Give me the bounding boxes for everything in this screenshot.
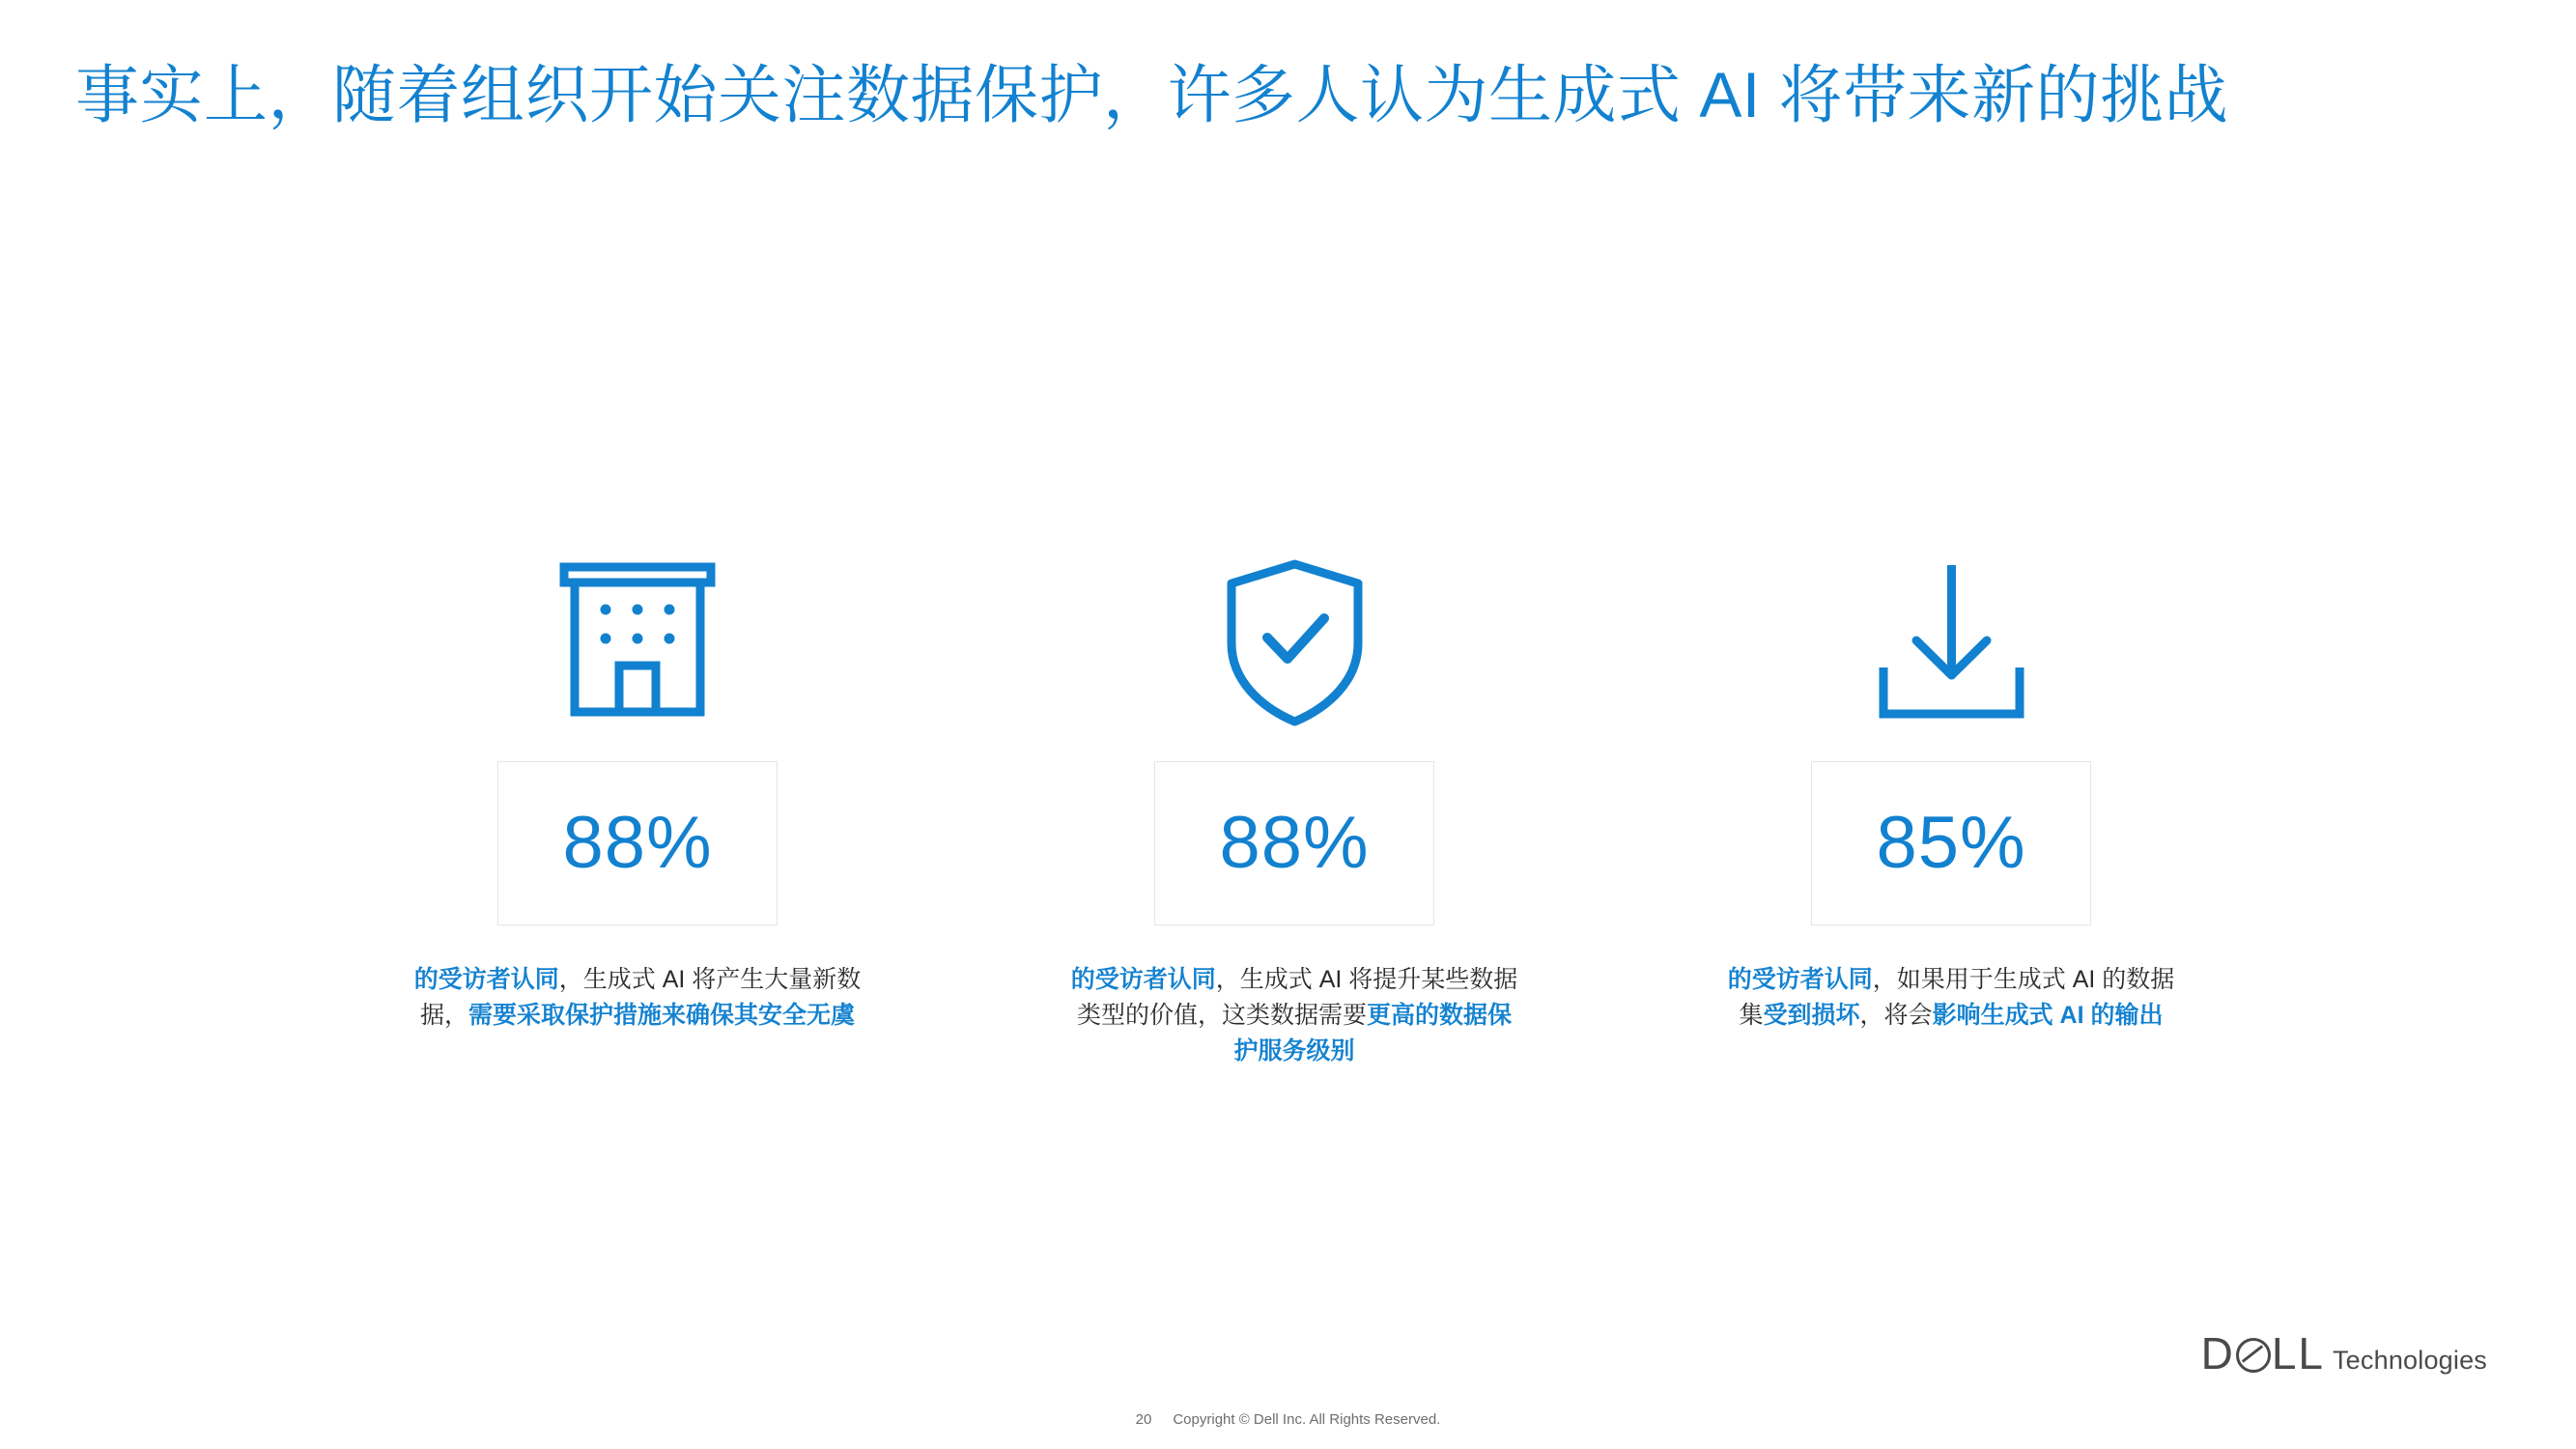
copyright-text: Copyright © Dell Inc. All Rights Reserved. <box>1173 1411 1441 1428</box>
dell-e-ring-icon <box>2236 1338 2271 1373</box>
dell-letters-ll: LL <box>2271 1328 2325 1378</box>
dell-technologies-label: Technologies <box>2332 1346 2487 1375</box>
caption-highlight: 影响生成式 AI 的输出 <box>1932 1002 2164 1029</box>
stat-caption-3 <box>1724 962 2178 1034</box>
stat-percent-box-1 <box>497 761 778 925</box>
footer <box>0 1411 2576 1428</box>
stat-card-2 <box>1024 541 1565 1069</box>
dell-wordmark <box>2201 1327 2325 1379</box>
caption-text: ，生成式 AI 将提升某些数据类型的价值，这类数据需要 <box>1076 966 1518 1029</box>
caption-highlight: 更高的数据保护服务级别 <box>1233 1002 1513 1065</box>
caption-highlight: 的受访者认同 <box>413 966 559 993</box>
caption-text: ，如果用于生成式 AI 的数据集 <box>1739 966 2175 1029</box>
stat-percent-2: 88% <box>1219 802 1370 884</box>
stat-percent-1: 88% <box>562 802 713 884</box>
stat-card-3 <box>1681 541 2222 1034</box>
dell-letter-d: D <box>2200 1328 2235 1378</box>
stat-card-1 <box>367 541 908 1034</box>
caption-text: ，生成式 AI 将产生大量新数据， <box>419 966 862 1029</box>
download-icon <box>1872 541 2031 744</box>
stat-caption-2 <box>1067 962 1521 1069</box>
caption-highlight: 受到损坏 <box>1763 1002 1860 1029</box>
stat-percent-3: 85% <box>1876 802 2026 884</box>
caption-text: ，将会 <box>1859 1002 1933 1029</box>
stat-percent-box-3 <box>1811 761 2091 925</box>
caption-highlight: 的受访者认同 <box>1727 966 1873 993</box>
building-icon <box>555 541 720 744</box>
dell-logo <box>2201 1327 2487 1379</box>
stat-caption-1 <box>410 962 864 1034</box>
shield-check-icon <box>1225 541 1365 744</box>
caption-highlight: 的受访者认同 <box>1070 966 1216 993</box>
caption-highlight: 需要采取保护措施来确保其安全无虞 <box>468 1002 856 1029</box>
page-number: 20 <box>1135 1411 1152 1428</box>
page-title: 事实上，随着组织开始关注数据保护，许多人认为生成式 AI 将带来新的挑战 <box>75 59 2229 130</box>
stat-percent-box-2 <box>1154 761 1434 925</box>
stats-row <box>367 541 2222 1069</box>
